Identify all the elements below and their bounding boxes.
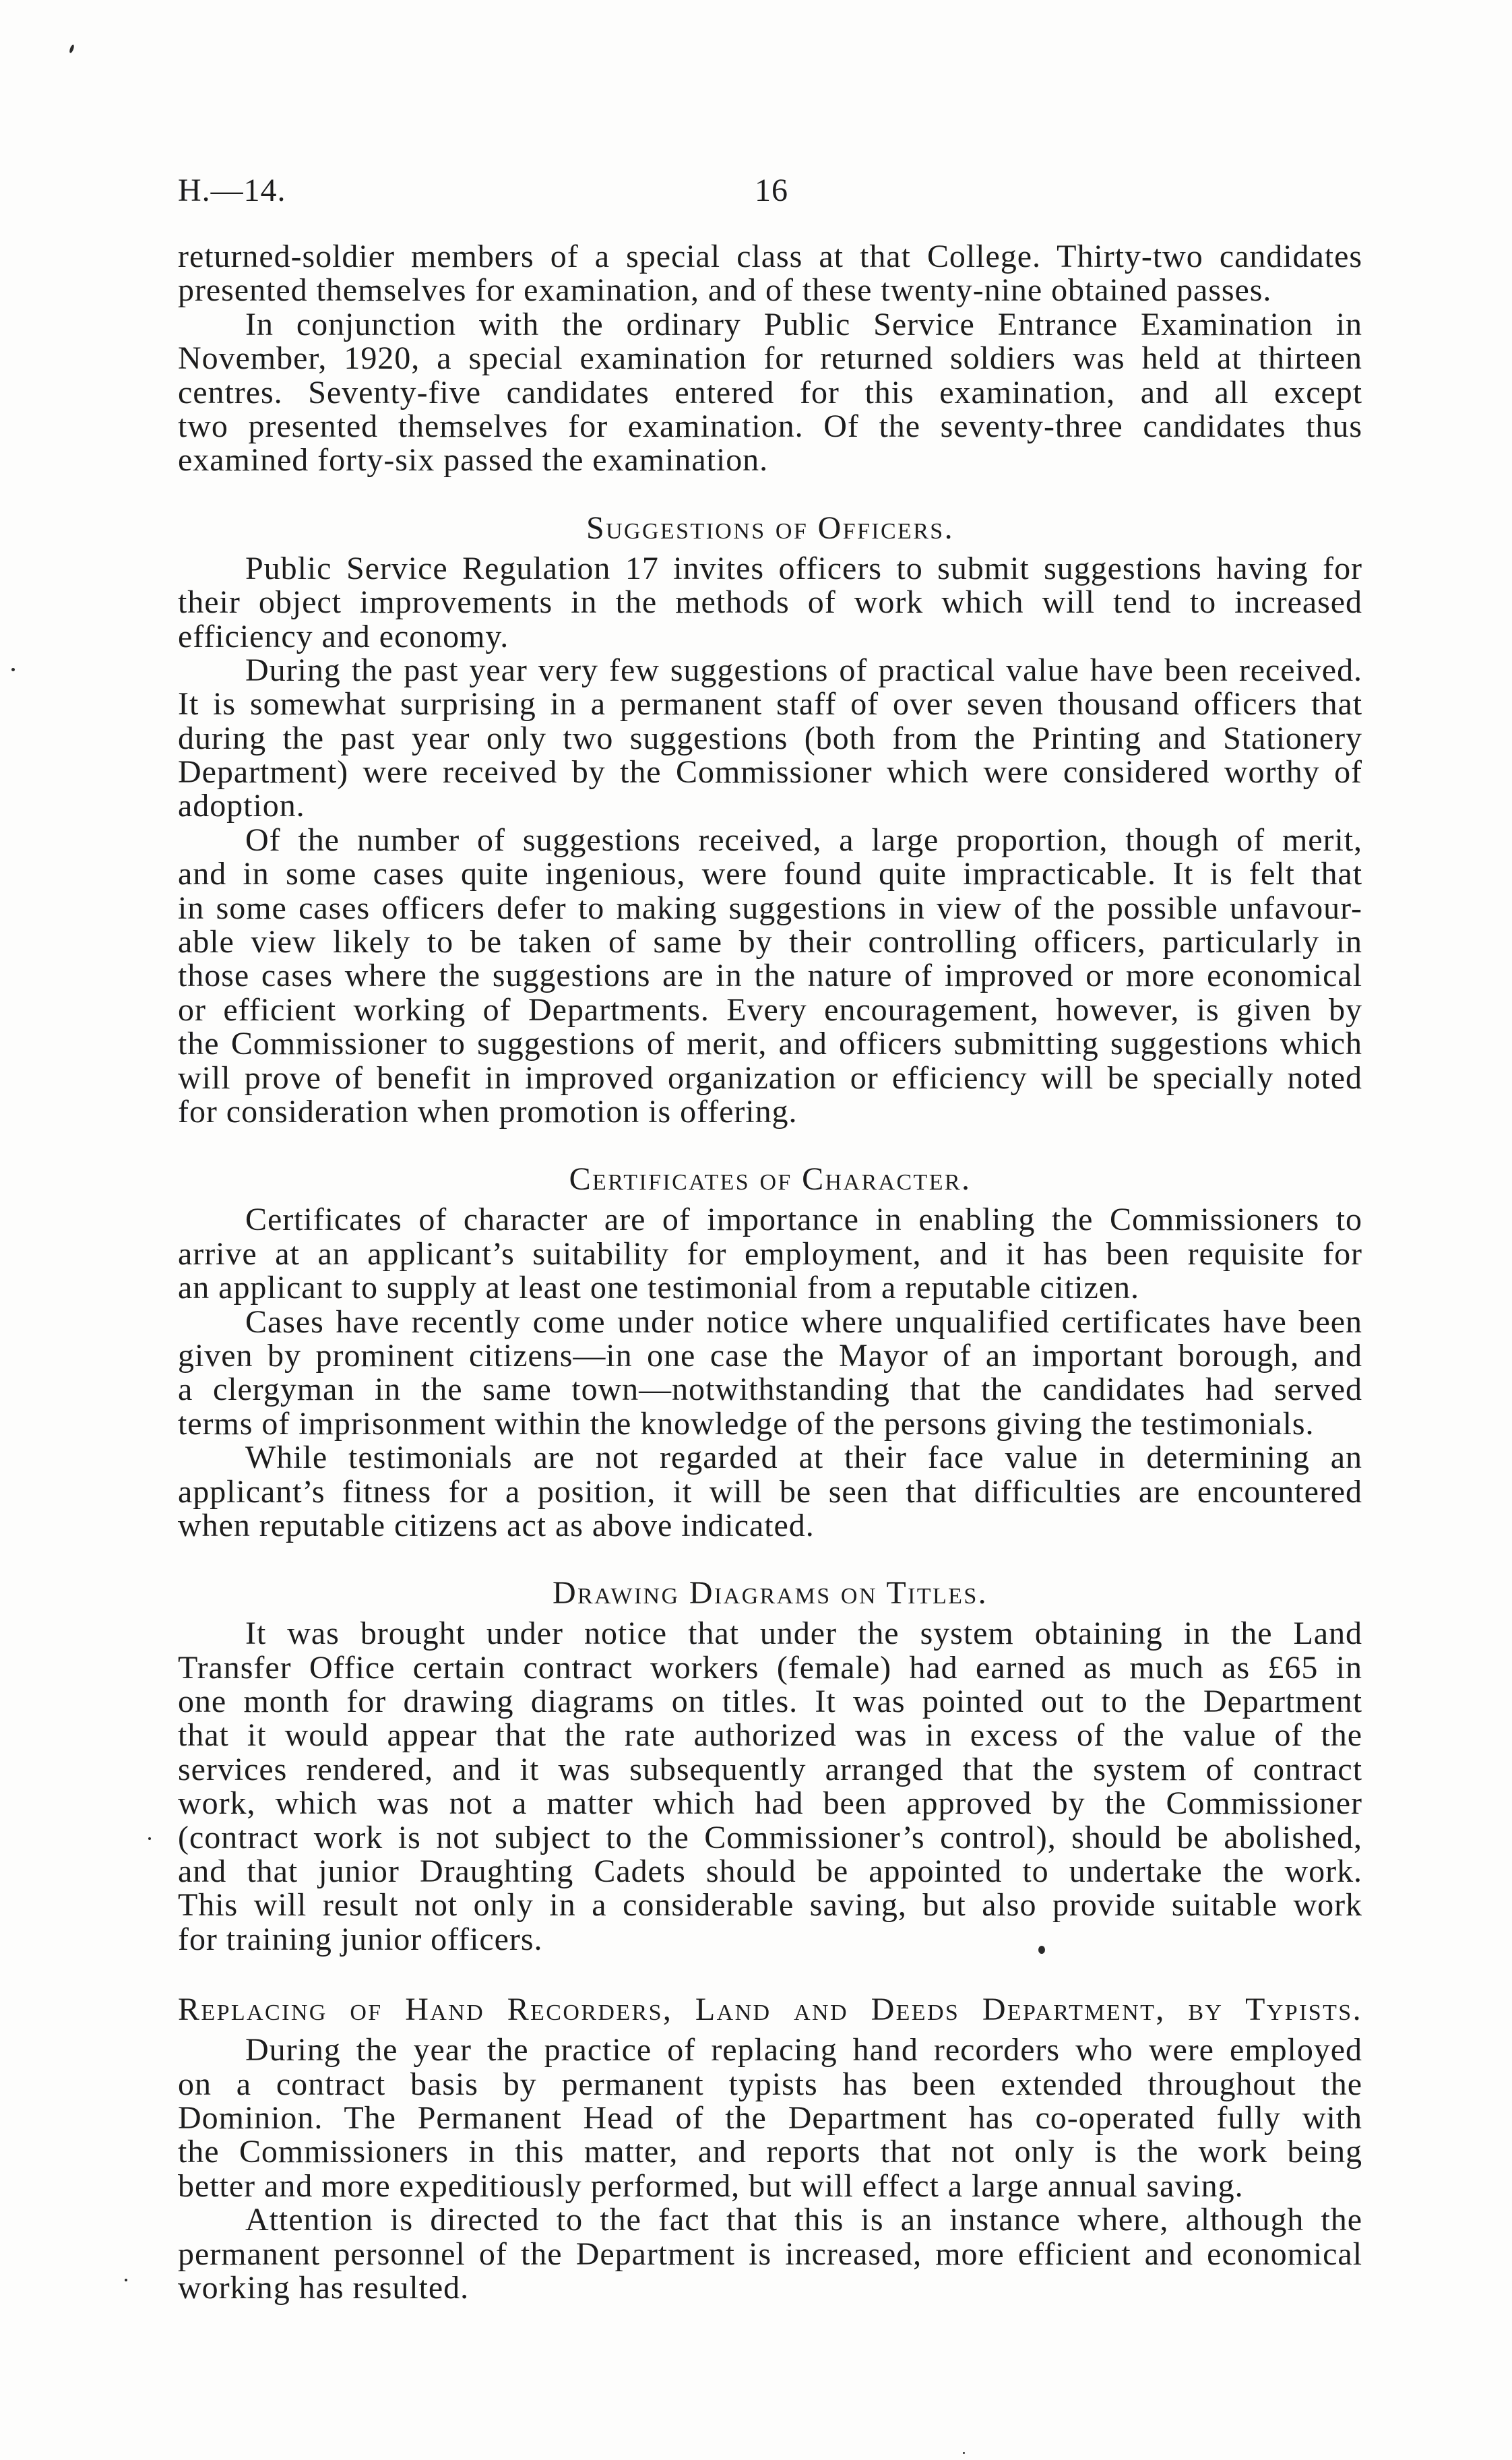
page-number: 16 [755, 173, 788, 208]
text-line: arrive at an applicant’s suitability for employment, and it has been requisite for [178, 1235, 1362, 1272]
paragraph [178, 654, 1362, 824]
text-line: Public Service Regulation 17 invites officers to submit suggestions having for [245, 550, 1362, 586]
section-heading: Replacing of Hand Recorders, Land and Deeds Department, by Typists. [178, 1992, 1362, 2028]
section-drawing-diagrams [178, 1576, 1362, 1957]
section-replacing-hand-recorders [178, 1993, 1362, 2305]
text-line: their object improvements in the methods of work which will tend to increased [178, 584, 1362, 621]
text-line: November, 1920, a special examination for returned soldiers was held at thirteen [178, 340, 1362, 377]
text-line: the Commissioner to suggestions of merit, and officers submitting suggestions which [178, 1026, 1362, 1062]
text-line: efficiency and economy. [178, 618, 509, 654]
text-line: Certificates of character are of importance in enabling the Commissioners to [245, 1202, 1362, 1238]
section-heading: Suggestions of Officers. [586, 510, 955, 546]
paragraph [178, 240, 1362, 308]
text-line: (contract work is not subject to the Commissioner’s control), should be abolished, [178, 1819, 1362, 1855]
text-line: applicant’s fitness for a position, it will be seen that difficulties are encountered [178, 1473, 1362, 1510]
text-line: or efficient working of Departments. Every encouragement, however, is given by [178, 991, 1362, 1028]
text-line: given by prominent citizens—in one case the Mayor of an important borough, and [178, 1337, 1362, 1374]
text-line: for consideration when promotion is offering. [178, 1093, 798, 1130]
running-header [178, 174, 1362, 208]
scan-speck [963, 2452, 965, 2454]
text-line: those cases where the suggestions are in the nature of improved or more economical [178, 958, 1362, 994]
section-heading: Certificates of Character. [569, 1161, 972, 1198]
paragraph [178, 1203, 1362, 1305]
text-line: permanent personnel of the Department is increased, more efficient and economical [178, 2236, 1362, 2272]
text-line: This will result not only in a considerable saving, but also provide suitable work [178, 1887, 1362, 1924]
section-suggestions-of-officers [178, 512, 1362, 1130]
document-reference: H.—14. [178, 173, 286, 208]
text-line: Department) were received by the Commissioner which were considered worthy of [178, 754, 1362, 791]
paragraph [178, 2033, 1362, 2203]
text-line: It is somewhat surprising in a permanent staff of over seven thousand officers that [178, 686, 1362, 722]
text-line: Of the number of suggestions received, a large proportion, though of merit, [245, 822, 1362, 858]
text-line: work, which was not a matter which had been approved by the Commissioner [178, 1785, 1362, 1822]
text-line: working has resulted. [178, 2269, 470, 2306]
text-line: centres. Seventy-five candidates entered for this examination, and all except [178, 374, 1362, 410]
paragraph [178, 1441, 1362, 1543]
text-line: terms of imprisonment within the knowledge of the persons giving the testimonials. [178, 1405, 1315, 1442]
body-text [178, 240, 1362, 2305]
text-line: While testimonials are not regarded at their face value in determining an [245, 1440, 1362, 1476]
text-line: a clergyman in the same town—notwithstanding that the candidates had served [178, 1372, 1362, 1408]
text-line: that it would appear that the rate authorized was in excess of the value of the [178, 1717, 1362, 1754]
paragraph [178, 552, 1362, 654]
text-line: returned-soldier members of a special class at that College. Thirty-two candidates [178, 239, 1362, 274]
text-line: During the past year very few suggestions of practical value have been received. [245, 652, 1362, 688]
text-line: examined forty-six passed the examination. [178, 442, 769, 479]
text-line: in some cases officers defer to making suggestions in view of the possible unfavour- [178, 890, 1362, 926]
paragraph [178, 2203, 1362, 2305]
text-line: and that junior Draughting Cadets should be appointed to undertake the work. [178, 1853, 1362, 1890]
text-line: Transfer Office certain contract workers (female) had earned as much as £65 in [178, 1649, 1362, 1686]
text-line: and in some cases quite ingenious, were found quite impracticable. It is felt that [178, 856, 1362, 892]
text-line: services rendered, and it was subsequently arranged that the system of contract [178, 1751, 1362, 1787]
text-line: During the year the practice of replacing hand recorders who were employed [245, 2032, 1362, 2068]
text-line: one month for drawing diagrams on titles. It was pointed out to the Department [178, 1684, 1362, 1720]
text-line: on a contract basis by permanent typists has been extended throughout the [178, 2066, 1362, 2102]
text-line: It was brought under notice that under the system obtaining in the Land [245, 1616, 1362, 1652]
text-line: adoption. [178, 788, 305, 824]
paragraph [178, 308, 1362, 478]
text-line: will prove of benefit in improved organization or efficiency will be specially noted [178, 1059, 1362, 1096]
scan-speck [11, 668, 15, 671]
section-returned-soldiers [178, 240, 1362, 478]
text-line: when reputable citizens act as above indicated. [178, 1507, 815, 1543]
section-certificates-of-character [178, 1163, 1362, 1543]
section-heading: Drawing Diagrams on Titles. [552, 1575, 988, 1611]
text-line: better and more expeditiously performed, but will effect a large annual saving. [178, 2167, 1244, 2204]
paragraph [178, 824, 1362, 1130]
scan-speck [148, 1837, 151, 1840]
text-line: able view likely to be taken of same by their controlling officers, particularly in [178, 924, 1362, 960]
text-line: an applicant to supply at least one testimonial from a reputable citizen. [178, 1270, 1139, 1306]
text-line: two presented themselves for examination. Of the seventy-three candidates thus [178, 408, 1362, 444]
scan-speck [125, 2279, 127, 2281]
text-line: Cases have recently come under notice where unqualified certificates have been [245, 1303, 1362, 1340]
text-line: during the past year only two suggestions (both from the Printing and Stationery [178, 720, 1362, 756]
paragraph [178, 1617, 1362, 1957]
text-line: In conjunction with the ordinary Public Service Entrance Examination in [245, 306, 1362, 342]
text-line: the Commissioners in this matter, and reports that not only is the work being [178, 2134, 1362, 2170]
scan-speck [69, 44, 75, 54]
text-line: for training junior officers. [178, 1921, 543, 1957]
text-line: presented themselves for examination, and of these twenty-nine obtained passes. [178, 272, 1272, 309]
text-line: Attention is directed to the fact that this is an instance where, although the [245, 2202, 1362, 2238]
paragraph [178, 1305, 1362, 1442]
text-line: Dominion. The Permanent Head of the Department has co-operated fully with [178, 2099, 1362, 2136]
